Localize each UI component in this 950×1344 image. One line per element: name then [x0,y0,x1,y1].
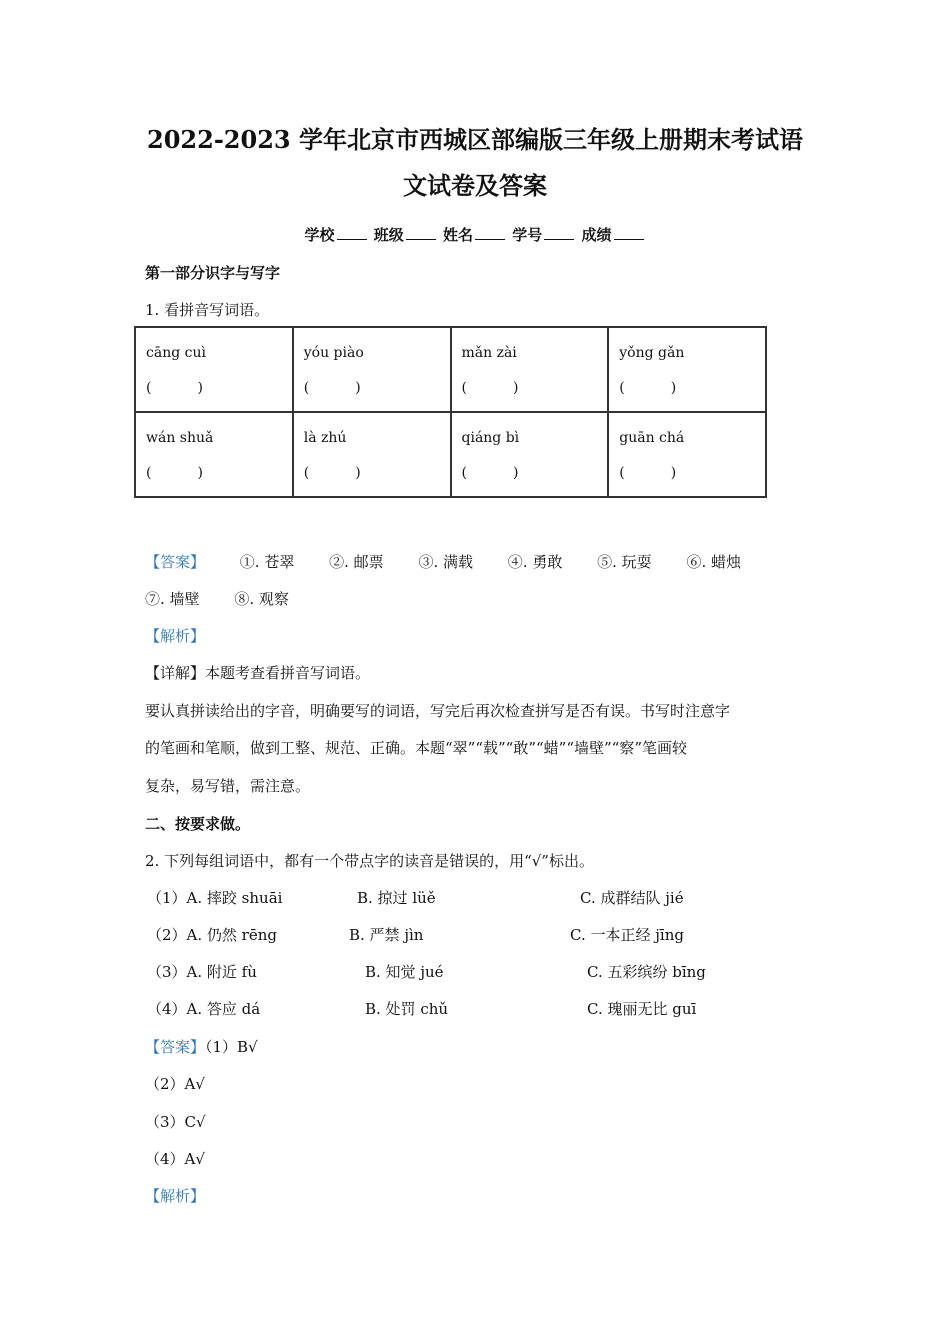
answer-item: ③. 满载 [418,553,473,571]
table-row [135,412,766,497]
q2-row-4-option-b: B. 处罚 chǔ [365,1000,449,1018]
answer-blank: ( ) [461,465,519,481]
answer-tag: 【答案】 [145,553,206,571]
q1-explain-line-2: 的笔画和笔顺，做到工整、规范、正确。本题“翠”“载”“敢”“蜡”“墙壁”“察”笔画较 [145,739,688,757]
q2-row-3-option-a: （3）A. 附近 fù [147,963,257,981]
answer-blank: ( ) [303,465,361,481]
q1-detail: 【详解】本题考查看拼音写词语。 [145,664,371,682]
pinyin-table [134,326,767,498]
name-label: 姓名 [442,226,473,244]
q2-row-1-option-c: C. 成群结队 jié [580,889,684,907]
answer-item: ⑦. 墙壁 [145,590,200,608]
answer-blank: ( ) [619,465,677,481]
answer-item: ④. 勇敢 [507,553,563,571]
answer-item: ⑤. 玩耍 [597,553,652,571]
q2-row-4-option-a: （4）A. 答应 dá [147,1000,261,1018]
document-title [100,117,850,209]
answer-item: ②. 邮票 [329,553,384,571]
q2-prompt: 2. 下列每组词语中，都有一个带点字的读音是错误的，用“√”标出。 [145,852,594,870]
q2-answer-line-2: （2）A√ [145,1075,205,1093]
q1-analysis-tag: 【解析】 [145,627,206,645]
q2-row-1-option-a: （1）A. 摔跤 shuāi [147,889,283,907]
pinyin-cell[interactable] [293,327,451,412]
answer-blank: ( ) [461,380,519,396]
class-blank[interactable] [406,225,436,240]
answer-blank: ( ) [146,465,203,481]
title-line-2: 文试卷及答案 [403,171,547,200]
score-label: 成绩 [581,226,612,244]
answer-tag: 【答案】 [145,1038,206,1056]
answer-blank: ( ) [619,380,677,396]
q1-answer-line-1 [145,551,741,572]
school-blank[interactable] [337,225,367,240]
part2-heading: 二、按要求做。 [145,815,251,833]
answer-blank: ( ) [146,380,203,396]
pinyin-cell[interactable] [135,327,293,412]
table-row [135,327,766,412]
answer-item: （1）B√ [205,1038,258,1056]
score-blank[interactable] [614,225,644,240]
q2-row-3-option-c: C. 五彩缤纷 bīng [587,963,706,981]
answer-blank: ( ) [303,380,361,396]
q2-row-2-option-b: B. 严禁 jìn [349,926,424,944]
q1-answer-line-2 [145,588,319,609]
q1-explain-line-3: 复杂，易写错，需注意。 [145,777,311,795]
number-blank[interactable] [544,225,574,240]
answer-item: ⑧. 观察 [234,590,289,608]
part1-heading: 第一部分识字与写字 [145,264,281,282]
pinyin-cell[interactable] [451,412,609,497]
q2-row-3-option-b: B. 知觉 jué [365,963,444,981]
answer-item: ①. 苍翠 [239,553,295,571]
pinyin-text: là zhú [303,430,347,446]
pinyin-cell[interactable] [293,412,451,497]
answer-item: ⑥. 蜡烛 [686,553,741,571]
q2-answer-line-1 [145,1036,258,1057]
number-label: 学号 [512,226,543,244]
pinyin-text: cāng cuì [146,345,206,361]
q2-answer-line-3: （3）C√ [145,1113,206,1131]
pinyin-text: yǒng gǎn [619,345,685,361]
pinyin-text: guān chá [619,430,685,446]
q2-answer-line-4: （4）A√ [145,1150,205,1168]
name-blank[interactable] [475,225,505,240]
q1-prompt: 1. 看拼音写词语。 [145,301,270,319]
pinyin-cell[interactable] [451,327,609,412]
q2-row-2-option-c: C. 一本正经 jīng [570,926,684,944]
pinyin-text: wán shuǎ [146,430,214,446]
class-label: 班级 [373,226,404,244]
q2-row-4-option-c: C. 瑰丽无比 guī [587,1000,697,1018]
school-label: 学校 [304,226,335,244]
pinyin-cell[interactable] [608,412,766,497]
q1-explain-line-1: 要认真拼读给出的字音，明确要写的词语，写完后再次检查拼写是否有误。书写时注意字 [145,702,731,720]
pinyin-text: qiáng bì [461,430,520,446]
pinyin-cell[interactable] [135,412,293,497]
q2-row-2-option-a: （2）A. 仍然 rēng [147,926,277,944]
title-line-1: 2022-2023 学年北京市西城区部编版三年级上册期末考试语 [147,125,803,154]
pinyin-text: yóu piào [303,345,364,361]
pinyin-cell[interactable] [608,327,766,412]
pinyin-text: mǎn zài [461,345,517,361]
q2-analysis-tag: 【解析】 [145,1187,206,1205]
student-info-line [0,224,950,245]
q2-row-1-option-b: B. 掠过 lüě [357,889,436,907]
